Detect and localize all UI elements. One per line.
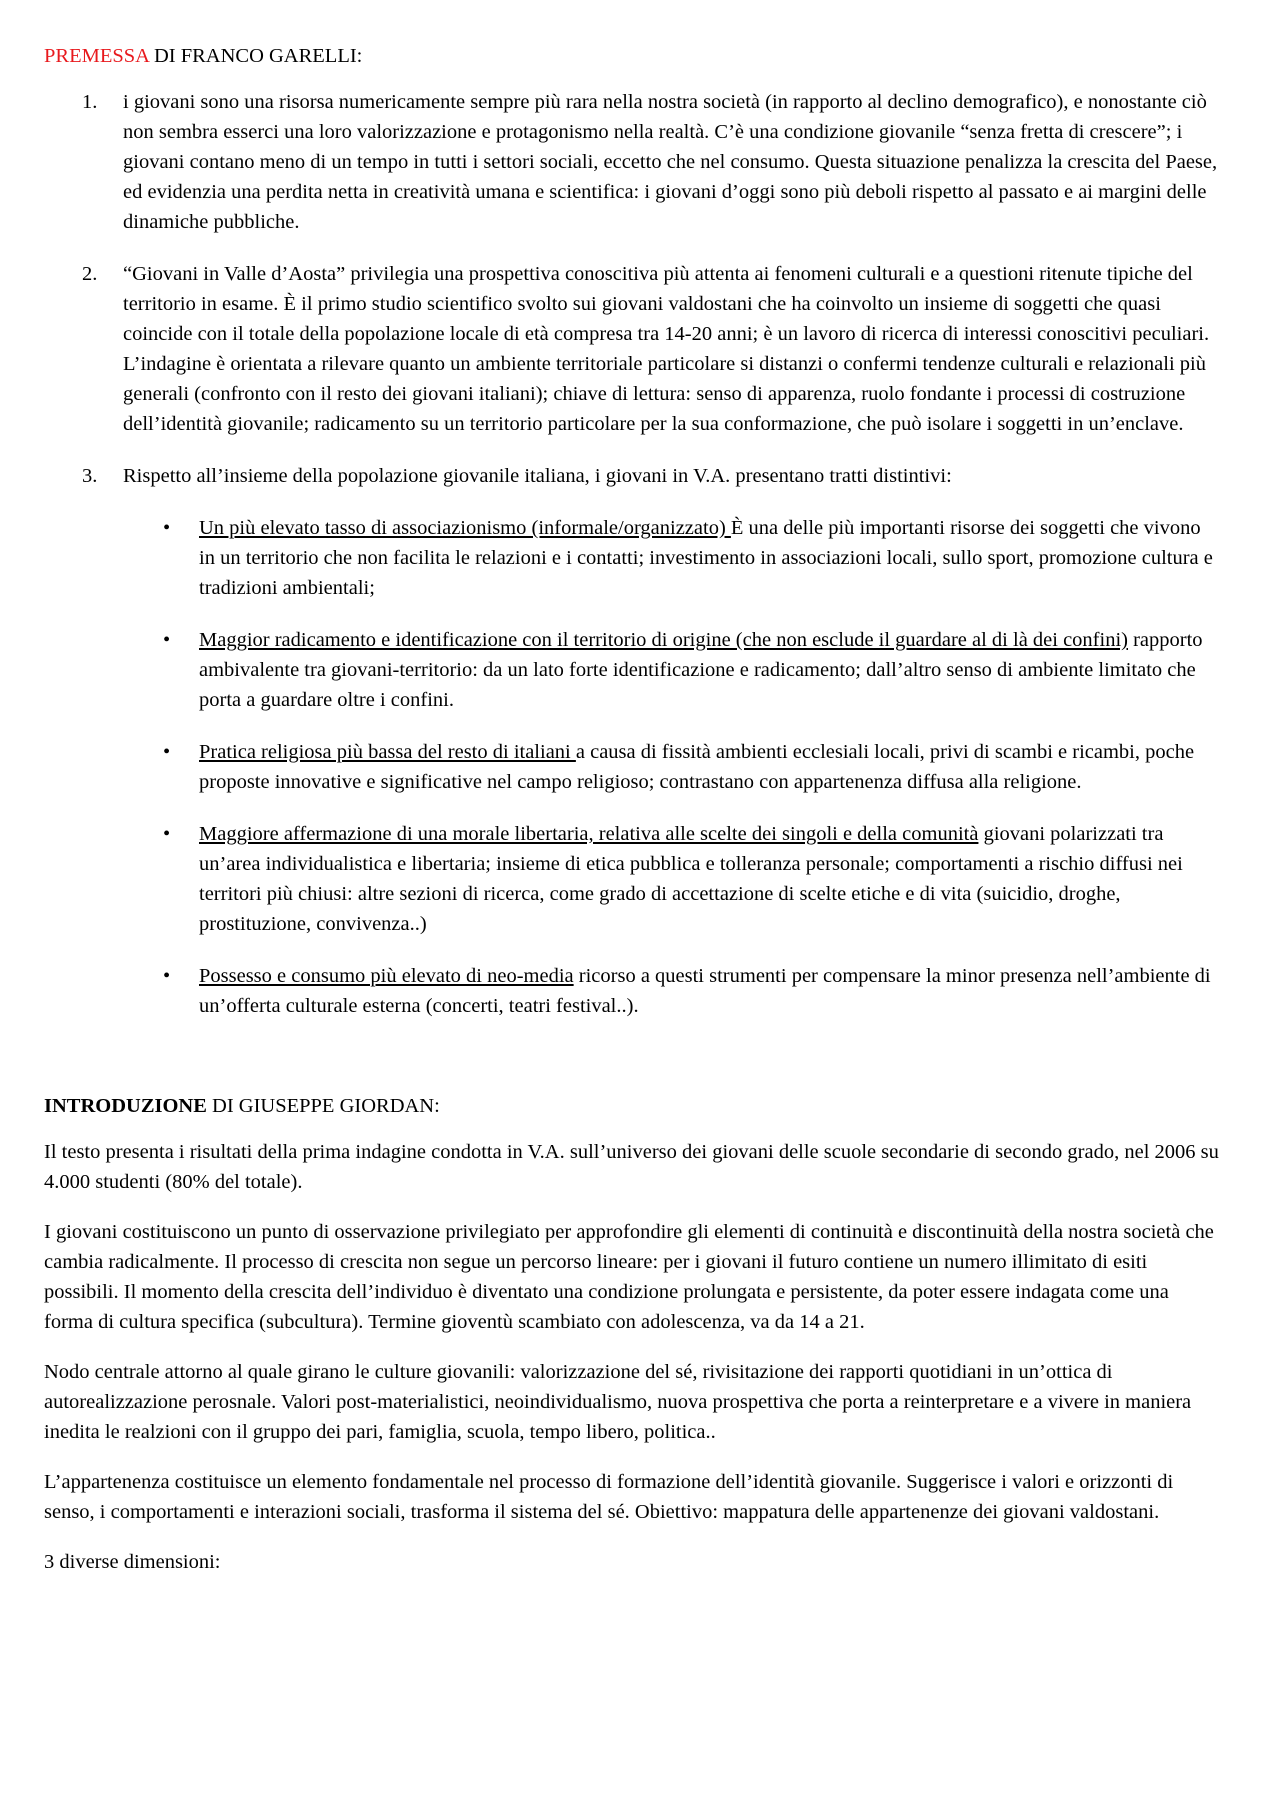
bullet-item <box>161 737 1220 797</box>
bullet-item <box>161 961 1220 1021</box>
item-text: i giovani sono una risorsa numericamente sempre più rara nella nostra società (in rapporto al declino demografico), e nonostante ciò non sembra esserci una loro valorizzazione e protagonismo nella realtà. C’è una condizione giovanile “senza fretta di crescere”; i giovani contano meno di un tempo in tutti i settori sociali, eccetto che nel consumo. Questa situazione penalizza la crescita del Paese, ed evidenzia una perdita netta in creatività umana e scientifica: i giovani d’oggi sono più deboli rispetto al passato e ai margini delle dinamiche pubbliche. <box>123 91 1218 233</box>
item-number: 3. <box>82 465 98 487</box>
bullet-text: a causa di fissità ambienti ecclesiali locali, privi di scambi e ricambi, poche proposte innovative e significative nel campo religioso; contrastano con appartenenza diffusa alla religione. <box>199 741 1195 793</box>
item-number: 1. <box>82 91 98 113</box>
premessa-numbered-list <box>44 87 1220 1021</box>
bullet-marker: • <box>163 965 171 987</box>
section-spacer <box>44 1043 1220 1091</box>
item-text: “Giovani in Valle d’Aosta” privilegia una prospettiva conoscitiva più attenta ai fenomeni culturali e a questioni ritenute tipiche del territorio in esame. È il primo studio scientifico svolto sui giovani valdostani che ha coinvolto un insieme di soggetti che quasi coincide con il totale della popolazione locale di età compresa tra 14-20 anni; è un lavoro di ricerca di interessi conoscitivi peculiari. L’indagine è orientata a rilevare quanto un ambiente territoriale particolare si distanzi o confermi tendenze culturali e relazionali più generali (confronto con il resto dei giovani italiani); chiave di lettura: senso di apparenza, ruolo fondante i processi di costruzione dell’identità giovanile; radicamento su un territorio particolare per la sua conformazione, che può isolare i soggetti in un’enclave. <box>123 263 1210 435</box>
bullet-item <box>161 625 1220 715</box>
introduzione-heading <box>44 1091 1220 1121</box>
bullet-text: rapporto ambivalente tra giovani-territorio: da un lato forte identificazione e radicamento; dall’altro senso di ambiente limitato che porta a guardare oltre i confini. <box>199 629 1203 711</box>
bullet-marker: • <box>163 629 171 651</box>
bullet-underlined-title: Pratica religiosa più bassa del resto di italiani <box>199 741 576 763</box>
item-text: Rispetto all’insieme della popolazione giovanile italiana, i giovani in V.A. presentano tratti distintivi: <box>123 465 952 487</box>
intro-paragraph: Il testo presenta i risultati della prima indagine condotta in V.A. sull’universo dei giovani delle scuole secondarie di secondo grado, nel 2006 su 4.000 studenti (80% del totale). <box>44 1141 1219 1193</box>
bullet-text: ricorso a questi strumenti per compensare la minor presenza nell’ambiente di un’offerta culturale esterna (concerti, teatri festival..). <box>199 965 1211 1017</box>
bullet-underlined-title: Possesso e consumo più elevato di neo-media <box>199 965 574 987</box>
traits-bullet-list <box>123 513 1220 1021</box>
intro-paragraph: L’appartenenza costituisce un elemento fondamentale nel processo di formazione dell’identità giovanile. Suggerisce i valori e orizzonti di senso, i comportamenti e interazioni sociali, trasforma il sistema del sé. Obiettivo: mappatura delle appartenenze dei giovani valdostani. <box>44 1471 1174 1523</box>
bullet-underlined-title: Un più elevato tasso di associazionismo (informale/organizzato) <box>199 517 731 539</box>
bullet-marker: • <box>163 741 171 763</box>
intro-paragraph: Nodo centrale attorno al quale girano le culture giovanili: valorizzazione del sé, rivisitazione dei rapporti quotidiani in un’ottica di autorealizzazione perosnale. Valori post-materialistici, neoindividualismo, nuova prospettiva che porta a reinterpretare e a vivere in maniera inedita le realzioni con il gruppo dei pari, famiglia, scuola, tempo libero, politica.. <box>44 1361 1192 1443</box>
premessa-author: DI FRANCO GARELLI: <box>148 45 363 67</box>
numbered-item <box>44 87 1220 237</box>
bullet-underlined-title: Maggiore affermazione di una morale libertaria, relativa alle scelte dei singoli e della comunità <box>199 823 979 845</box>
bullet-marker: • <box>163 517 171 539</box>
numbered-item <box>44 461 1220 1021</box>
intro-paragraph: I giovani costituiscono un punto di osservazione privilegiato per approfondire gli elementi di continuità e discontinuità della nostra società che cambia radicalmente. Il processo di crescita non segue un percorso lineare: per i giovani il futuro contiene un numero illimitato di esiti possibili. Il momento della crescita dell’individuo è diventato una condizione prolungata e persistente, da poter essere indagata come una forma di cultura specifica (subcultura). Termine gioventù scambiato con adolescenza, va da 14 a 21. <box>44 1221 1214 1333</box>
introduzione-label: INTRODUZIONE <box>44 1095 207 1117</box>
bullet-underlined-title: Maggior radicamento e identificazione con il territorio di origine (che non esclude il guardare al di là dei confini) <box>199 629 1128 651</box>
premessa-heading <box>44 41 1220 71</box>
bullet-text: giovani polarizzati tra un’area individualistica e libertaria; insieme di etica pubblica e tolleranza personale; comportamenti a rischio diffusi nei territori più chiusi: altre sezioni di ricerca, come grado di accettazione di scelte etiche e di vita (suicidio, droghe, prostituzione, convivenza..) <box>199 823 1183 935</box>
premessa-label: PREMESSA <box>44 45 149 67</box>
intro-paragraph: 3 diverse dimensioni: <box>44 1551 221 1573</box>
bullet-marker: • <box>163 823 171 845</box>
introduzione-author: DI GIUSEPPE GIORDAN: <box>206 1095 440 1117</box>
bullet-item <box>161 819 1220 939</box>
numbered-item <box>44 259 1220 439</box>
bullet-item <box>161 513 1220 603</box>
bullet-text: È una delle più importanti risorse dei soggetti che vivono in un territorio che non facilita le relazioni e i contatti; investimento in associazioni locali, sullo sport, promozione cultura e tradizioni ambientali; <box>199 517 1213 599</box>
item-number: 2. <box>82 263 98 285</box>
